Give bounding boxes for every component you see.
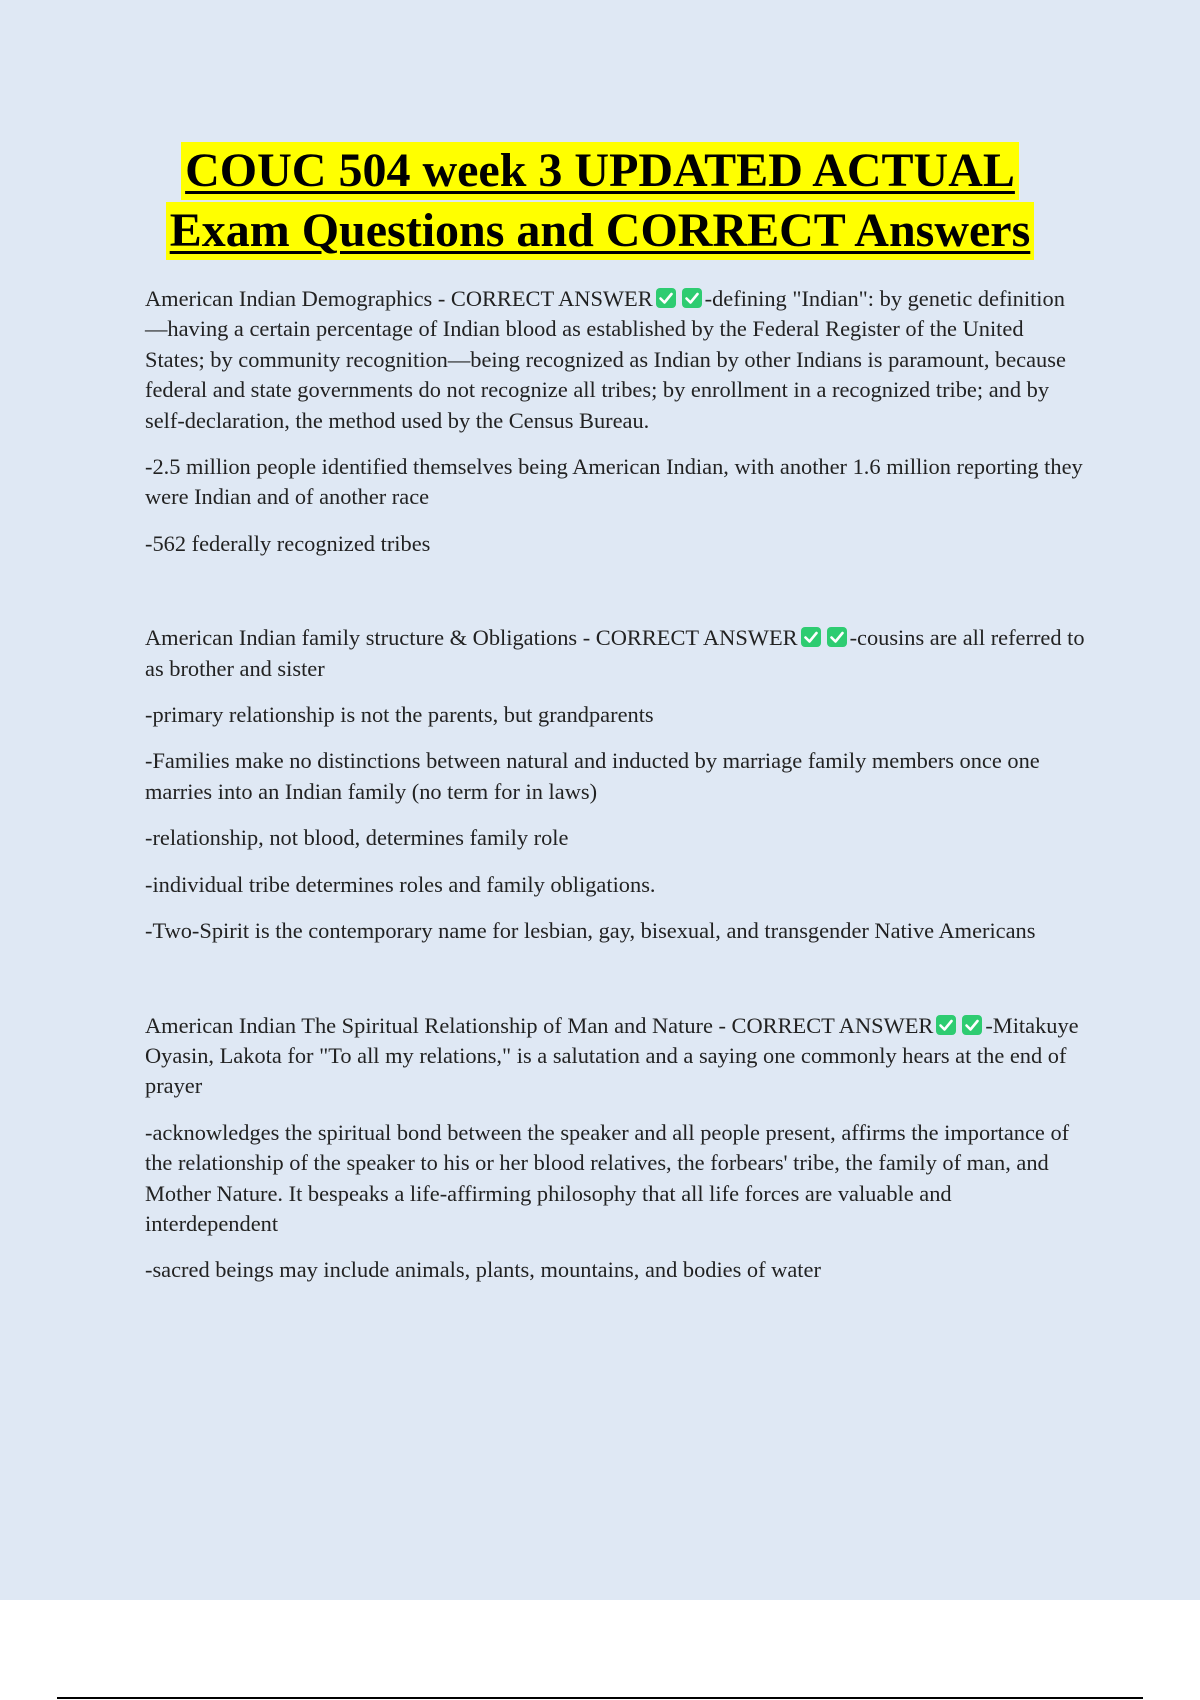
- answer-point: -562 federally recognized tribes: [145, 530, 431, 556]
- title-line-2: Exam Questions and CORRECT Answers: [166, 202, 1035, 260]
- answer-text: -defining "Indian": by genetic definition—having a certain percentage of Indian blood as established by the Federal Register of the United States; by community recognition—being recognized as Indian by other Indians is paramount, because federal and state governments do not recognize all tribes; by enrollment in a recognized tribe; and by self-declaration, the method used by the Census Bureau.: [145, 286, 1066, 433]
- section-spacer: [145, 575, 1085, 623]
- question-paragraph: [145, 1011, 1085, 1102]
- check-box-icon: [655, 287, 677, 309]
- check-box-icon: [961, 1014, 983, 1036]
- question-term: American Indian Demographics - CORRECT ANSWER: [145, 286, 653, 311]
- section-spacer: [145, 963, 1085, 1011]
- check-box-icon: [800, 626, 822, 648]
- document-body: [145, 284, 1085, 1302]
- check-box-icon: [826, 626, 848, 648]
- qa-section: [145, 1011, 1085, 1286]
- answer-point: -primary relationship is not the parents, but grandparents: [145, 702, 654, 728]
- answer-point: -relationship, not blood, determines family role: [145, 825, 569, 851]
- answer-point: -2.5 million people identified themselves being American Indian, with another 1.6 million reporting they were Indian and of another race: [145, 454, 1083, 510]
- question-paragraph: [145, 623, 1085, 684]
- answer-text: -cousins are all referred to as brother and sister: [145, 625, 1085, 681]
- answer-point: -sacred beings may include animals, plants, mountains, and bodies of water: [145, 1257, 821, 1283]
- qa-section: [145, 284, 1085, 559]
- question-paragraph: [145, 284, 1085, 436]
- answer-point: -acknowledges the spiritual bond between the speaker and all people present, affirms the importance of the relationship of the speaker to his or her blood relatives, the forbears' tribe, the family of man, and Mother Nature. It bespeaks a life-affirming philosophy that all life forces are valuable and interdependent: [145, 1119, 1070, 1236]
- title-line-1: COUC 504 week 3 UPDATED ACTUAL: [181, 142, 1019, 200]
- question-term: American Indian family structure & Obligations - CORRECT ANSWER: [145, 625, 798, 651]
- page-divider: [57, 1697, 1143, 1699]
- check-box-icon: [935, 1014, 957, 1036]
- answer-point: -Families make no distinctions between natural and inducted by marriage family members once one marries into an Indian family (no term for in laws): [145, 748, 1040, 804]
- document-title: [0, 142, 1200, 260]
- answer-text: -Mitakuye Oyasin, Lakota for "To all my relations," is a salutation and a saying one commonly hears at the end of prayer: [145, 1012, 1079, 1099]
- check-box-icon: [681, 287, 703, 309]
- question-term: American Indian The Spiritual Relationship of Man and Nature - CORRECT ANSWER: [145, 1012, 934, 1038]
- qa-section: [145, 623, 1085, 946]
- answer-point: -Two-Spirit is the contemporary name for lesbian, gay, bisexual, and transgender Native Americans: [145, 918, 1036, 944]
- answer-point: -individual tribe determines roles and family obligations.: [145, 871, 656, 897]
